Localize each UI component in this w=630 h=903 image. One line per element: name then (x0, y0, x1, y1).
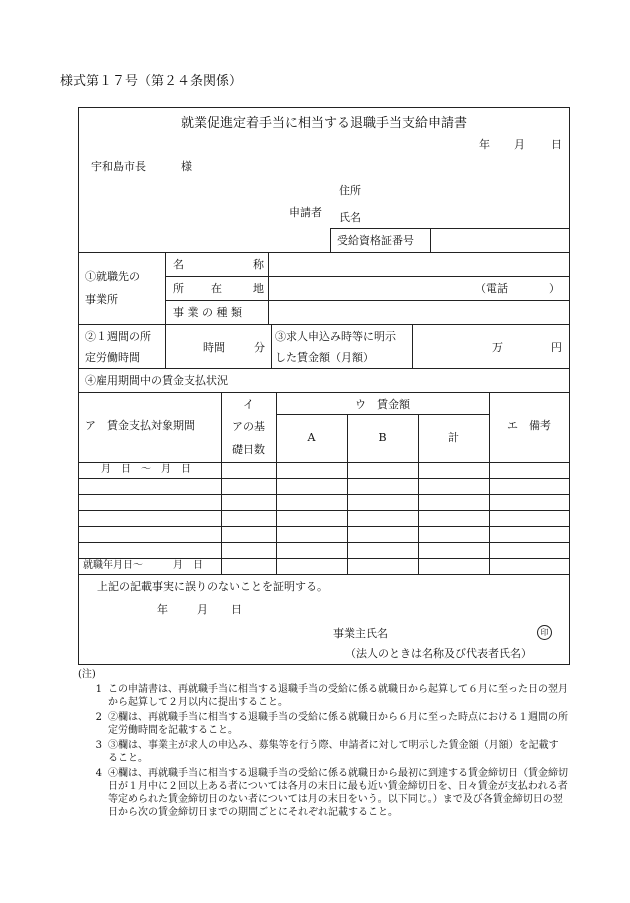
business-type-field[interactable] (269, 301, 568, 323)
cert-day-label: 日 (231, 603, 242, 616)
wage-yen-unit: 円 (551, 341, 562, 354)
note-item: 1 この申請書は、再就職手当に相当する退職手当の受給に係る就職日から起算して６月に至った日の翌月から起算して２月以内に提出すること。 (95, 684, 568, 708)
company-name-field[interactable] (269, 253, 568, 275)
company-address-field[interactable] (269, 277, 469, 299)
business-type-label: 事 業 の 種 類 (173, 306, 242, 319)
date-month-label: 月 (514, 138, 525, 151)
applicant-label: 申請者 (289, 206, 322, 219)
applicant-name-label: 氏名 (339, 211, 361, 224)
cert-month-label: 月 (197, 603, 208, 616)
section3-label-line1: ③求人申込み時等に明示 (275, 330, 396, 343)
wage-man-unit: 万 (492, 341, 503, 354)
col-remarks-header: エ 備考 (507, 419, 551, 432)
hours-unit: 時間 (203, 341, 225, 354)
application-form-frame (78, 107, 570, 665)
form-number-label: 様式第１７号（第２４条関係） (60, 74, 243, 89)
section1-label-line2: 事業所 (85, 293, 118, 306)
col-period-header: ア 賃金支払対象期間 (85, 419, 195, 432)
cert-year-label: 年 (157, 603, 168, 616)
cert-number-field[interactable] (431, 229, 568, 251)
form-title: 就業促進定着手当に相当する退職手当支給申請書 (180, 116, 467, 131)
applicant-address-label: 住所 (339, 184, 361, 197)
company-address-label-c: 地 (253, 282, 264, 295)
section3-label-line2: した賃金額（月額） (275, 351, 374, 364)
col-wage-total: 計 (448, 431, 459, 444)
company-name-label-b: 称 (253, 258, 264, 271)
company-address-label-a: 所 (173, 282, 184, 295)
phone-label: （電話 (475, 282, 508, 295)
employer-name-label: 事業主氏名 (333, 627, 388, 640)
section4-title: ④雇用期間中の賃金支払状況 (85, 374, 228, 387)
phone-close: ） (549, 282, 560, 295)
cert-number-label: 受給資格証番号 (337, 234, 414, 247)
col-base-days-header-2: アの基 (232, 420, 265, 433)
corporate-note: （法人のときは名称及び代表者氏名） (345, 647, 532, 660)
col-base-days-header-3: 礎日数 (232, 443, 265, 456)
period-row-last-end: 月 日 (173, 560, 203, 571)
certification-statement: 上記の記載事実に誤りのないことを証明する。 (97, 580, 328, 593)
col-wage-header: ウ 賃金額 (355, 398, 410, 411)
note-item: 2 ②欄は、再就職手当に相当する退職手当の受給に係る就職日から６月に至った時点における１週間の所定労働時間を記載すること。 (95, 712, 568, 736)
col-wage-b: B (378, 431, 387, 444)
date-day-label: 日 (551, 138, 562, 151)
note-item: 3 ③欄は、事業主が求人の申込み、募集等を行う際、申請者に対して明示した賃金額（月額）を記載すること。 (95, 740, 559, 764)
notes-section (78, 668, 568, 819)
company-name-label-a: 名 (173, 258, 184, 271)
note-item: 4 ④欄は、再就職手当に相当する退職手当の受給に係る就職日から最初に到達する賃金締切日（賃金締切日が１月中に２回以上ある者については各月の末日に最も近い賃金締切日を、日々賃金が支払われる者等定められた賃金締切日のない者については月の末日をいう。以下同じ。）まで及び各賃金締切日の翌日から次の賃金締切日までの期間ごとにそれぞれ記載すること。 (95, 768, 568, 818)
section2-label-line2: 定労働時間 (85, 351, 140, 364)
col-base-days-header-1: イ (243, 398, 254, 411)
minutes-unit: 分 (254, 341, 265, 354)
section1-label-line1: ①就職先の (85, 270, 140, 283)
notes-heading: (注) (78, 669, 96, 680)
addressee-name: 宇和島市長 (91, 160, 146, 173)
company-address-label-b: 在 (211, 282, 222, 295)
period-row-first: 月 日 ～ 月 日 (101, 464, 191, 475)
section2-label-line1: ②１週間の所 (85, 330, 151, 343)
addressee-honorific: 様 (181, 160, 192, 173)
col-wage-a: A (307, 431, 316, 444)
seal-mark: 印 (537, 625, 552, 640)
date-year-label: 年 (479, 138, 490, 151)
period-row-last-start: 就職年月日～ (83, 560, 143, 571)
